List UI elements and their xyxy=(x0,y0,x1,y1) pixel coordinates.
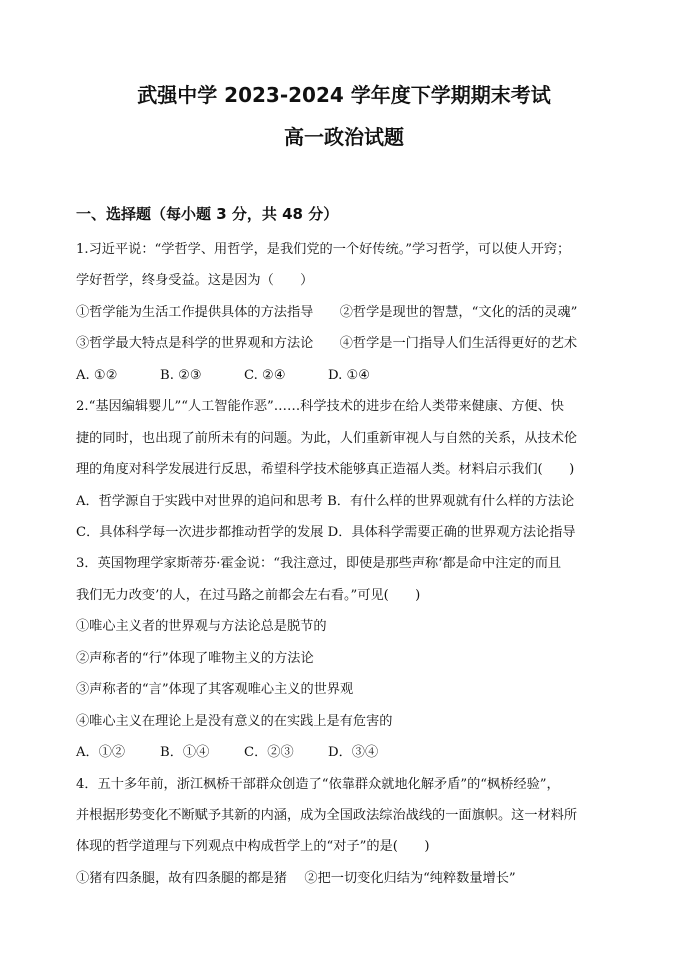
question-stem-line: 捷的同时，也出现了前所未有的问题。为此，人们重新审视人与自然的关系，从技术伦 xyxy=(76,431,578,446)
option-line[interactable]: C．具体科学每一次进步都推动哲学的发展 D．具体科学需要正确的世界观方法论指导 xyxy=(76,525,576,540)
question-stem-line: 学好哲学，终身受益。这是因为（ ） xyxy=(76,273,314,288)
question-stem-line: 并根据形势变化不断赋予其新的内涵，成为全国政法综治战线的一面旗帜。这一材料所 xyxy=(76,808,578,823)
question-stem-line: 4．五十多年前，浙江枫桥干部群众创造了“依靠群众就地化解矛盾”的“枫桥经验”， xyxy=(76,777,560,792)
statement-line: ①哲学能为生活工作提供具体的方法指导 ②哲学是现世的智慧，“文化的活的灵魂” xyxy=(76,305,578,320)
statement-line: ①唯心主义者的世界观与方法论总是脱节的 xyxy=(76,619,327,634)
statement-line: ③声称者的“言”体现了其客观唯心主义的世界观 xyxy=(76,682,354,697)
question-stem-line: 2.“基因编辑婴儿”“人工智能作恶”……科学技术的进步在给人类带来健康、方便、快 xyxy=(76,399,564,414)
option-d[interactable]: D. ①④ xyxy=(328,368,371,383)
question-stem-line: 体现的哲学道理与下列观点中构成哲学上的“对子”的是( ) xyxy=(76,839,430,854)
exam-subtitle: 高一政治试题 xyxy=(284,125,404,149)
statement-line: ④唯心主义在理论上是没有意义的在实践上是有危害的 xyxy=(76,714,393,729)
statement-line: ②声称者的“行”体现了唯物主义的方法论 xyxy=(76,651,314,666)
option-c[interactable]: C．②③ xyxy=(244,745,294,760)
question-stem-line: 3．英国物理学家斯蒂芬·霍金说：“我注意过，即使是那些声称‘都是命中注定的而且 xyxy=(76,556,562,571)
section-heading: 一、选择题（每小题 3 分，共 48 分） xyxy=(76,205,339,223)
option-b[interactable]: B. ②③ xyxy=(160,368,202,383)
answer-options xyxy=(76,366,412,386)
exam-title: 武强中学 2023-2024 学年度下学期期末考试 xyxy=(137,83,551,107)
option-c[interactable]: C. ②④ xyxy=(244,368,286,383)
statement-line: ③哲学最大特点是科学的世界观和方法论 ④哲学是一门指导人们生活得更好的艺术 xyxy=(76,336,578,351)
answer-options xyxy=(76,743,412,763)
option-line[interactable]: A．哲学源自于实践中对世界的追问和思考 B．有什么样的世界观就有什么样的方法论 xyxy=(76,494,575,509)
question-stem-line: 我们无力改变’的人，在过马路之前都会左右看。”可见( ) xyxy=(76,588,421,603)
option-b[interactable]: B．①④ xyxy=(160,745,210,760)
statement-line: ①猪有四条腿，故有四条腿的都是猪 ②把一切变化归结为“纯粹数量增长” xyxy=(76,871,516,886)
option-a[interactable]: A．①② xyxy=(76,745,126,760)
question-stem-line: 理的角度对科学发展进行反思，希望科学技术能够真正造福人类。材料启示我们( ) xyxy=(76,462,575,477)
option-a[interactable]: A. ①② xyxy=(76,368,118,383)
question-stem-line: 1.习近平说：“学哲学、用哲学，是我们党的一个好传统。”学习哲学，可以使人开窍； xyxy=(76,242,571,257)
option-d[interactable]: D．③④ xyxy=(328,745,379,760)
